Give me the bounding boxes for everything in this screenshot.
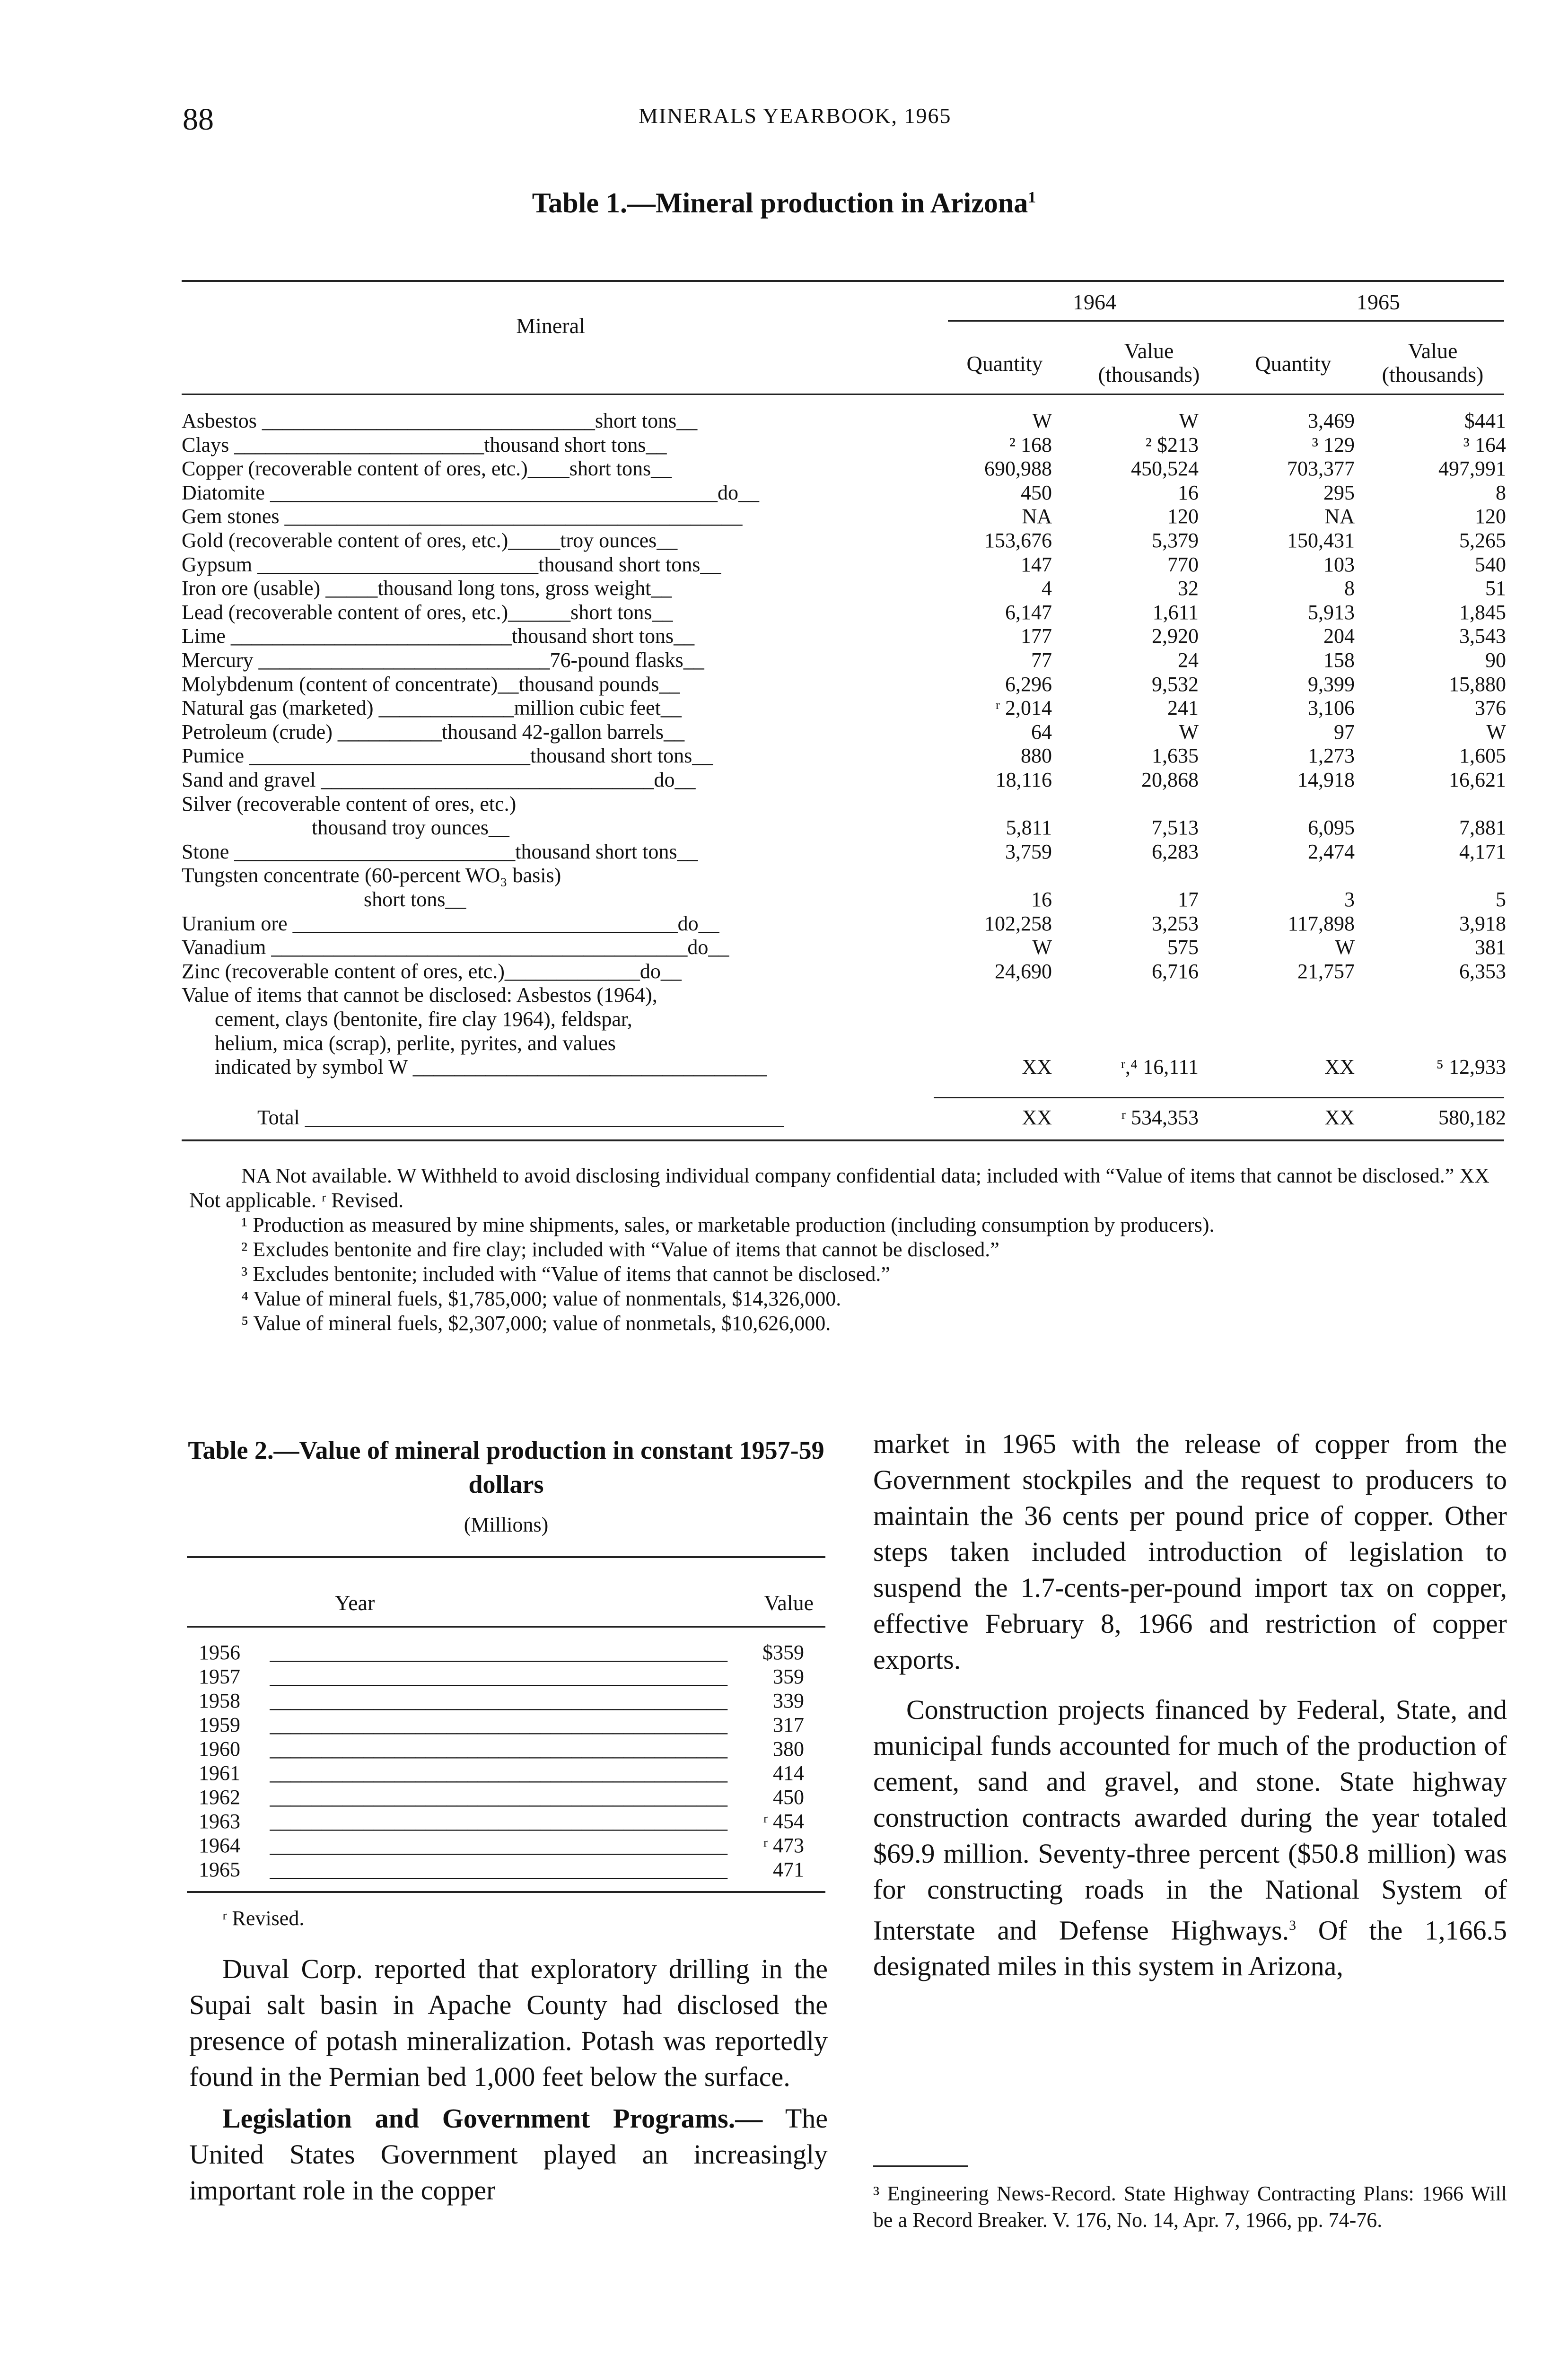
cell-v65: 3,543 xyxy=(1459,624,1506,648)
table1-row xyxy=(182,887,1504,912)
cell-q64: NA xyxy=(1022,505,1052,528)
row-label: Natural gas (marketed) _____________million cubic feet__ xyxy=(182,696,682,720)
table2-leader: ____________________________________________ xyxy=(270,1834,727,1857)
row-label: Vanadium ________________________________________do__ xyxy=(182,936,729,959)
cell-v64: 5,379 xyxy=(1152,529,1199,552)
total-v64: ʳ 534,353 xyxy=(1121,1106,1199,1129)
undisclosed-q64: XX xyxy=(1022,1055,1052,1079)
cell-v64: 770 xyxy=(1167,552,1199,576)
row-label: Clays ________________________thousand short tons__ xyxy=(182,433,667,456)
year-1964-header: 1964 xyxy=(1073,290,1116,314)
cell-v65: 5,265 xyxy=(1459,529,1506,552)
row-label: Molybdenum (content of concentrate)__thousand pounds__ xyxy=(182,672,680,696)
row-label: Stone ___________________________thousand short tons__ xyxy=(182,840,698,863)
table2-row xyxy=(199,1713,804,1737)
table2-row xyxy=(199,1640,804,1665)
table2-year: 1956 xyxy=(199,1641,240,1664)
table2-year: 1957 xyxy=(199,1665,240,1688)
table2-leader: ____________________________________________ xyxy=(270,1810,727,1833)
footnote-4: ⁴ Value of mineral fuels, $1,785,000; value of nonmentals, $14,326,000. xyxy=(241,1287,841,1310)
cell-v65: 497,991 xyxy=(1438,457,1506,481)
undisclosed-text: Value of items that cannot be disclosed: Asbestos (1964), xyxy=(182,983,657,1007)
cell-v65: $441 xyxy=(1464,409,1506,432)
table1-title-footnote-mark: 1 xyxy=(1028,189,1036,206)
cell-q64: 177 xyxy=(1021,624,1052,648)
cell-v64: 17 xyxy=(1178,888,1199,911)
table1-row xyxy=(182,815,1504,840)
table2-leader: ____________________________________________ xyxy=(270,1761,727,1785)
cell-v65: 381 xyxy=(1475,936,1506,959)
cell-v65: 90 xyxy=(1485,648,1506,672)
row-label: Mercury ____________________________76-pound flasks__ xyxy=(182,648,704,672)
cell-v64: 32 xyxy=(1178,577,1199,600)
table2-year: 1962 xyxy=(199,1786,240,1809)
table1-row xyxy=(182,696,1504,720)
cell-v65: 1,605 xyxy=(1459,744,1506,768)
cell-q65: 14,918 xyxy=(1297,768,1355,791)
value-1965-label: Value xyxy=(1408,339,1458,363)
table1-row xyxy=(182,600,1504,625)
table1-row xyxy=(182,552,1504,577)
table1-bottom-rule xyxy=(182,1139,1504,1141)
table2-year: 1960 xyxy=(199,1737,240,1761)
cell-q64: 77 xyxy=(1031,648,1052,672)
cell-q64: W xyxy=(1032,409,1052,432)
cell-v64: 241 xyxy=(1167,696,1199,720)
value-1964-label: Value xyxy=(1124,339,1174,363)
cell-q65: 117,898 xyxy=(1288,911,1355,935)
table1-title-text: Table 1.—Mineral production in Arizona xyxy=(532,187,1028,219)
cell-q64: 5,811 xyxy=(1006,816,1052,840)
cell-q65: NA xyxy=(1324,505,1355,528)
cell-v64: 450,524 xyxy=(1131,457,1199,481)
cell-v64: 6,283 xyxy=(1152,840,1199,863)
row-label: Lead (recoverable content of ores, etc.)______short tons__ xyxy=(182,600,673,624)
table2-row xyxy=(199,1664,804,1689)
cell-q65: 295 xyxy=(1323,481,1355,504)
cell-q65: W xyxy=(1335,936,1355,959)
cell-q65: 3,469 xyxy=(1308,409,1355,432)
cell-q64: 147 xyxy=(1021,552,1052,576)
quantity-1964-header: Quantity xyxy=(966,351,1043,376)
footnote-5: ⁵ Value of mineral fuels, $2,307,000; value of nonmetals, $10,626,000. xyxy=(241,1312,831,1335)
row-label: Gem stones ____________________________________________ xyxy=(182,505,743,528)
total-q65: XX xyxy=(1324,1106,1355,1129)
legislation-text: The United States Government played an increasingly important role in the copper xyxy=(189,2103,828,2206)
cell-q65: 5,913 xyxy=(1308,600,1355,624)
cell-q64: 24,690 xyxy=(995,959,1052,983)
cell-q64: 880 xyxy=(1021,744,1052,768)
table1-row xyxy=(182,504,1504,529)
undisclosed-text: cement, clays (bentonite, fire clay 1964), feldspar, xyxy=(215,1007,632,1031)
footnote-1: ¹ Production as measured by mine shipments, sales, or marketable production (including consumption by producers). xyxy=(241,1213,1215,1236)
undisclosed-line xyxy=(182,1031,1504,1056)
undisclosed-line xyxy=(182,1007,1504,1032)
table2-row xyxy=(199,1761,804,1786)
table2-leader: ____________________________________________ xyxy=(270,1689,727,1712)
cell-v64: 9,532 xyxy=(1152,672,1199,696)
cell-v64: W xyxy=(1179,409,1199,432)
table1-row xyxy=(182,672,1504,697)
undisclosed-q65: XX xyxy=(1324,1055,1355,1079)
table2-year: 1959 xyxy=(199,1713,240,1736)
cell-v65: 376 xyxy=(1475,696,1506,720)
table1-row xyxy=(182,840,1504,864)
cell-q65: 6,095 xyxy=(1308,816,1355,840)
cell-v65: 540 xyxy=(1475,552,1506,576)
cell-v65: 120 xyxy=(1475,505,1506,528)
row-label: Lime ___________________________thousand short tons__ xyxy=(182,624,695,648)
cell-v65: 51 xyxy=(1485,577,1506,600)
table2-header-rule xyxy=(187,1626,825,1628)
undisclosed-v64: ʳ,⁴ 16,111 xyxy=(1121,1055,1199,1079)
undisclosed-line xyxy=(182,983,1504,1007)
table2-value-header: Value xyxy=(764,1591,814,1615)
table2-row xyxy=(199,1809,804,1834)
row-label: Asbestos ________________________________short tons__ xyxy=(182,409,698,432)
cell-v65: 8 xyxy=(1496,481,1506,504)
table2-value: ʳ 454 xyxy=(763,1810,804,1833)
table1-row xyxy=(182,720,1504,745)
page-number: 88 xyxy=(183,102,214,137)
table2-year: 1965 xyxy=(199,1858,240,1881)
cell-q64: 6,147 xyxy=(1005,600,1052,624)
table1-row xyxy=(182,648,1504,673)
table1-row xyxy=(182,409,1504,433)
cell-q64: 3,759 xyxy=(1005,840,1052,863)
row-label: Petroleum (crude) __________thousand 42-gallon barrels__ xyxy=(182,720,685,744)
cell-q64: 690,988 xyxy=(984,457,1052,481)
footnote-3: ³ Excludes bentonite; included with “Value of items that cannot be disclosed.” xyxy=(241,1262,890,1286)
cell-v65: ³ 164 xyxy=(1463,433,1506,456)
cell-v65: 6,353 xyxy=(1459,959,1506,983)
cell-v64: 6,716 xyxy=(1152,959,1199,983)
table2-year: 1964 xyxy=(199,1834,240,1857)
table2-value: 339 xyxy=(773,1689,804,1712)
construction-text: Construction projects financed by Federal, State, and municipal funds accounted for much of the production of cement, sand and gravel, and stone. State highway construction contracts awarded during the year totaled $69.9 million. Seventy-three percent ($50.8 million) was for constructing roads in the National System of Interstate and Defense Highways. xyxy=(873,1694,1507,1946)
table1-row xyxy=(182,624,1504,648)
value-1965-header xyxy=(1355,339,1511,386)
right-column-text xyxy=(873,1426,1507,1984)
cell-v64: W xyxy=(1179,720,1199,744)
table2-year: 1961 xyxy=(199,1761,240,1785)
cell-q64: 16 xyxy=(1031,888,1052,911)
left-column-text xyxy=(189,1951,828,2208)
footnote-separator xyxy=(873,2165,968,2167)
row-label: Silver (recoverable content of ores, etc.) xyxy=(182,792,517,815)
row-label: Diatomite ___________________________________________do__ xyxy=(182,481,759,504)
table2-value: 317 xyxy=(773,1713,804,1736)
table1-row xyxy=(182,456,1504,481)
table2-year-header: Year xyxy=(334,1591,375,1615)
total-v65: 580,182 xyxy=(1438,1106,1506,1129)
cell-q64: 450 xyxy=(1021,481,1052,504)
table2-row xyxy=(199,1785,804,1810)
cell-v64: 24 xyxy=(1178,648,1199,672)
cell-q65: 9,399 xyxy=(1308,672,1355,696)
row-label: Gypsum ___________________________thousand short tons__ xyxy=(182,552,721,576)
table1-footnotes xyxy=(189,1164,1509,1336)
table2-value: 450 xyxy=(773,1786,804,1809)
table2-value: $359 xyxy=(762,1641,804,1664)
total-q64: XX xyxy=(1022,1106,1052,1129)
cell-v65: 4,171 xyxy=(1459,840,1506,863)
cell-v64: 120 xyxy=(1167,505,1199,528)
table1-row xyxy=(182,911,1504,936)
construction-paragraph xyxy=(873,1692,1507,1984)
table2-value: ʳ 473 xyxy=(763,1834,804,1857)
cell-q64: ʳ 2,014 xyxy=(995,696,1052,720)
table2-value: 471 xyxy=(773,1858,804,1881)
legislation-heading: Legislation and Government Programs.— xyxy=(222,2103,763,2134)
table2-note: ʳ Revised. xyxy=(222,1907,305,1930)
cell-q64: 4 xyxy=(1042,577,1052,600)
cell-v64: 7,513 xyxy=(1152,816,1199,840)
row-label: Sand and gravel ________________________________do__ xyxy=(182,768,696,791)
value-1965-units: (thousands) xyxy=(1382,362,1484,386)
table2-leader: ____________________________________________ xyxy=(270,1713,727,1736)
table2-value: 414 xyxy=(773,1761,804,1785)
table1-row xyxy=(182,481,1504,505)
cell-v65: 3,918 xyxy=(1459,911,1506,935)
cell-v65: 15,880 xyxy=(1449,672,1506,696)
cell-q65: 150,431 xyxy=(1287,529,1355,552)
table1-row xyxy=(182,959,1504,984)
potash-paragraph: Duval Corp. reported that exploratory drilling in the Supai salt basin in Apache County had disclosed the presence of potash mineralization. Potash was reportedly found in the Permian bed 1,000 feet below the surface. xyxy=(189,1953,828,2092)
cell-q65: 1,273 xyxy=(1308,744,1355,768)
table2-title: Table 2.—Value of mineral production in constant 1957-59 dollars xyxy=(188,1436,824,1498)
total-label: Total ______________________________________________ xyxy=(257,1106,784,1129)
mineral-column-header: Mineral xyxy=(516,314,585,338)
cell-v64: 2,920 xyxy=(1152,624,1199,648)
quantity-1965-header: Quantity xyxy=(1255,351,1331,376)
undisclosed-line xyxy=(182,1055,1504,1079)
cell-v65: 5 xyxy=(1496,888,1506,911)
row-label: thousand troy ounces__ xyxy=(182,816,509,840)
table1-top-rule xyxy=(182,280,1504,282)
footnote-legend: NA Not available. W Withheld to avoid disclosing individual company confidential data; included with “Value of items that cannot be disclosed.” XX Not applicable. ʳ Revised. xyxy=(189,1164,1489,1212)
cell-v64: 3,253 xyxy=(1152,911,1199,935)
table2-leader: ____________________________________________ xyxy=(270,1786,727,1809)
table2-leader: ____________________________________________ xyxy=(270,1737,727,1761)
table2-value: 380 xyxy=(773,1737,804,1761)
table2-year: 1958 xyxy=(199,1689,240,1712)
cell-q65: 158 xyxy=(1323,648,1355,672)
cell-v64: 16 xyxy=(1178,481,1199,504)
cell-v64: 1,611 xyxy=(1152,600,1199,624)
cell-q64: 18,116 xyxy=(995,768,1052,791)
running-head: MINERALS YEARBOOK, 1965 xyxy=(639,104,952,128)
table1-row xyxy=(182,935,1504,960)
cell-q65: 97 xyxy=(1334,720,1355,744)
cell-q65: 8 xyxy=(1344,577,1355,600)
cell-v64: ² $213 xyxy=(1145,433,1199,456)
row-label: Copper (recoverable content of ores, etc.)____short tons__ xyxy=(182,457,672,481)
row-label: Pumice ___________________________thousand short tons__ xyxy=(182,744,713,768)
table2-leader: ____________________________________________ xyxy=(270,1858,727,1881)
table1-row xyxy=(182,744,1504,768)
table1-title xyxy=(0,187,1568,219)
footnote-ref-3: 3 xyxy=(1289,1918,1296,1933)
value-1964-units: (thousands) xyxy=(1098,362,1200,386)
cell-v65: 7,881 xyxy=(1459,816,1506,840)
cell-v64: 1,635 xyxy=(1152,744,1199,768)
table2-subtitle: (Millions) xyxy=(464,1513,549,1536)
table1-row xyxy=(182,768,1504,792)
row-label: Gold (recoverable content of ores, etc.)_____troy ounces__ xyxy=(182,529,678,552)
row-label: Iron ore (usable) _____thousand long tons, gross weight__ xyxy=(182,577,672,600)
table2-row xyxy=(199,1737,804,1761)
cell-v64: 20,868 xyxy=(1141,768,1199,791)
undisclosed-v65: ⁵ 12,933 xyxy=(1436,1055,1506,1079)
table2-bottom-rule xyxy=(187,1891,825,1893)
cell-q65: 2,474 xyxy=(1308,840,1355,863)
cell-q64: W xyxy=(1032,936,1052,959)
table2-leader: ____________________________________________ xyxy=(270,1665,727,1688)
table1-row xyxy=(182,792,1504,816)
table2-leader: ____________________________________________ xyxy=(270,1641,727,1664)
cell-q65: 3,106 xyxy=(1308,696,1355,720)
page-footnote-3: ³ Engineering News-Record. State Highway Contracting Plans: 1966 Will be a Record Breaker. V. 176, No. 14, Apr. 7, 1966, pp. 74-76. xyxy=(873,2182,1507,2232)
table2-row xyxy=(199,1857,804,1882)
undisclosed-text: helium, mica (scrap), perlite, pyrites, and values xyxy=(215,1031,616,1055)
cell-q65: 103 xyxy=(1323,552,1355,576)
table2-top-rule xyxy=(187,1556,825,1558)
row-label: Zinc (recoverable content of ores, etc.)_____________do__ xyxy=(182,959,682,983)
cell-q65: 204 xyxy=(1323,624,1355,648)
cell-q64: 64 xyxy=(1031,720,1052,744)
cell-q65: 21,757 xyxy=(1297,959,1355,983)
footnote-2: ² Excludes bentonite and fire clay; included with “Value of items that cannot be disclosed.” xyxy=(241,1238,999,1261)
cell-q65: 3 xyxy=(1344,888,1355,911)
legislation-paragraph xyxy=(189,2101,828,2208)
table1-row xyxy=(182,433,1504,457)
cell-q64: 153,676 xyxy=(984,529,1052,552)
cell-q65: 703,377 xyxy=(1287,457,1355,481)
cell-q64: 6,296 xyxy=(1005,672,1052,696)
year-span-rule xyxy=(948,320,1504,322)
table2-row xyxy=(199,1833,804,1858)
table1-row xyxy=(182,528,1504,553)
construction-tail: Of the 1,166.5 designated miles in this system in Arizona, xyxy=(873,1915,1507,1982)
row-label: Tungsten concentrate (60-percent WO₃ basis) xyxy=(182,864,561,887)
cell-v65: 1,845 xyxy=(1459,600,1506,624)
table2-row xyxy=(199,1689,804,1713)
table1-row xyxy=(182,863,1504,888)
row-label: Uranium ore _____________________________________do__ xyxy=(182,911,719,935)
cell-v64: 575 xyxy=(1167,936,1199,959)
table2-value: 359 xyxy=(773,1665,804,1688)
cell-q64: ² 168 xyxy=(1009,433,1052,456)
table1-row xyxy=(182,576,1504,601)
cell-q65: ³ 129 xyxy=(1312,433,1355,456)
row-label: short tons__ xyxy=(182,888,466,911)
table2-year: 1963 xyxy=(199,1810,240,1833)
cell-v65: 16,621 xyxy=(1449,768,1506,791)
undisclosed-text: indicated by symbol W __________________________________ xyxy=(215,1055,767,1079)
copper-market-paragraph: market in 1965 with the release of copper from the Government stockpiles and the request to producers to maintain the 36 cents per pound price of copper. Other steps taken included introduction of legislation to suspend the 1.7-cents-per-pound import tax on copper, effective February 8, 1966 and restriction of copper exports. xyxy=(873,1428,1507,1675)
year-1965-header: 1965 xyxy=(1357,290,1400,314)
value-1964-header xyxy=(1071,339,1227,386)
header-bottom-rule xyxy=(182,394,1504,395)
cell-q64: 102,258 xyxy=(984,911,1052,935)
total-top-rule xyxy=(934,1097,1504,1098)
cell-v65: W xyxy=(1486,720,1506,744)
total-row xyxy=(182,1105,1504,1130)
